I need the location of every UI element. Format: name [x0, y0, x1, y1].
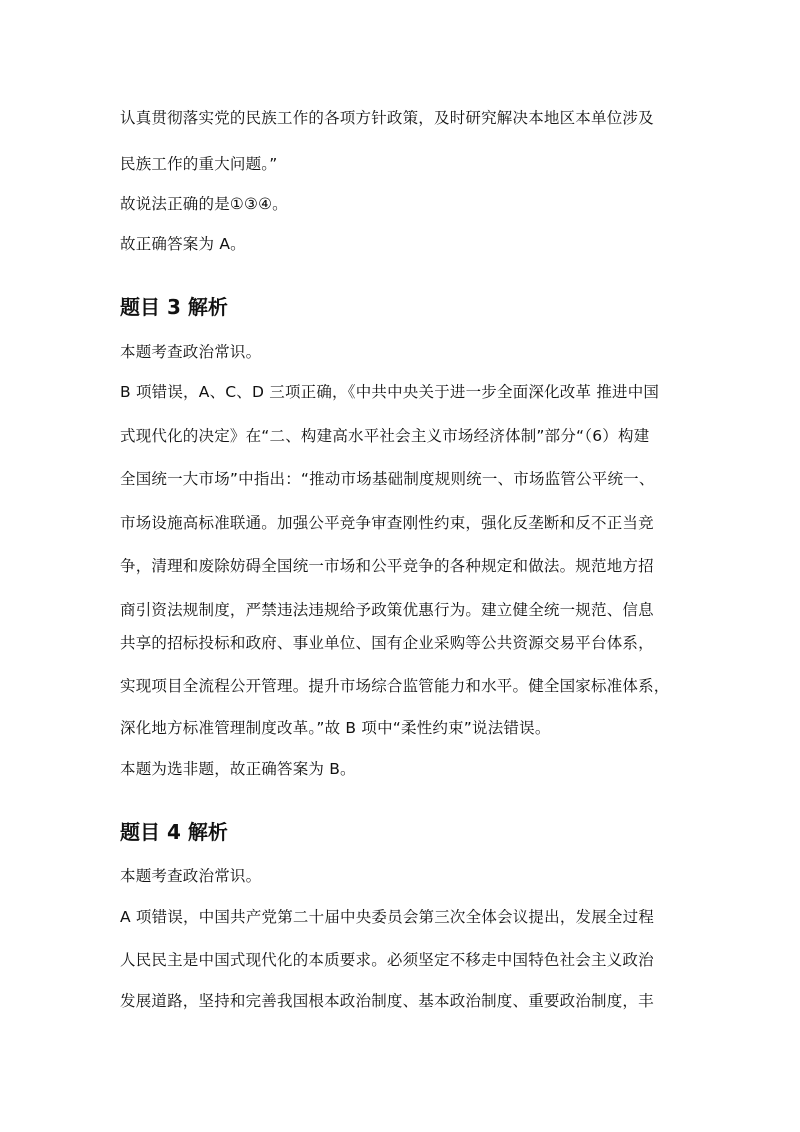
text-line: B 项错误，A、C、D 三项正确，《中共中央关于进一步全面深化改革 推进中国 [120, 383, 660, 401]
text-line: 故正确答案为 A。 [120, 235, 246, 253]
text-line: A 项错误，中国共产党第二十届中央委员会第三次全体会议提出，发展全过程 [120, 908, 655, 926]
section-heading-q4: 题目 4 解析 [120, 820, 228, 844]
text-line: 故说法正确的是①③④。 [120, 195, 288, 213]
text-line: 商引资法规制度，严禁违法违规给予政策优惠行为。建立健全统一规范、信息 [120, 601, 654, 619]
text-line: 认真贯彻落实党的民族工作的各项方针政策，及时研究解决本地区本单位涉及 [120, 109, 654, 127]
section-heading-q3: 题目 3 解析 [120, 295, 228, 319]
text-line: 实现项目全流程公开管理。提升市场综合监管能力和水平。健全国家标准体系， [120, 677, 670, 695]
text-line: 式现代化的决定》在“二、构建高水平社会主义市场经济体制”部分“（6）构建 [120, 427, 650, 445]
text-line: 人民民主是中国式现代化的本质要求。必须坚定不移走中国特色社会主义政治 [120, 951, 654, 969]
text-line: 深化地方标准管理制度改革。”故 B 项中“柔性约束”说法错误。 [120, 719, 551, 737]
text-line: 全国统一大市场”中指出：“推动市场基础制度规则统一、市场监管公平统一、 [120, 470, 655, 488]
text-line: 争，清理和废除妨碍全国统一市场和公平竞争的各种规定和做法。规范地方招 [120, 557, 654, 575]
text-line: 发展道路，坚持和完善我国根本政治制度、基本政治制度、重要政治制度，丰 [120, 992, 654, 1010]
text-line: 本题为选非题，故正确答案为 B。 [120, 760, 356, 778]
text-line: 市场设施高标准联通。加强公平竞争审查刚性约束，强化反垄断和反不正当竞 [120, 514, 654, 532]
text-line: 民族工作的重大问题。” [120, 155, 278, 173]
text-line: 本题考查政治常识。 [120, 867, 262, 885]
text-line: 本题考查政治常识。 [120, 343, 262, 361]
text-line: 共享的招标投标和政府、事业单位、国有企业采购等公共资源交易平台体系， [120, 634, 654, 652]
